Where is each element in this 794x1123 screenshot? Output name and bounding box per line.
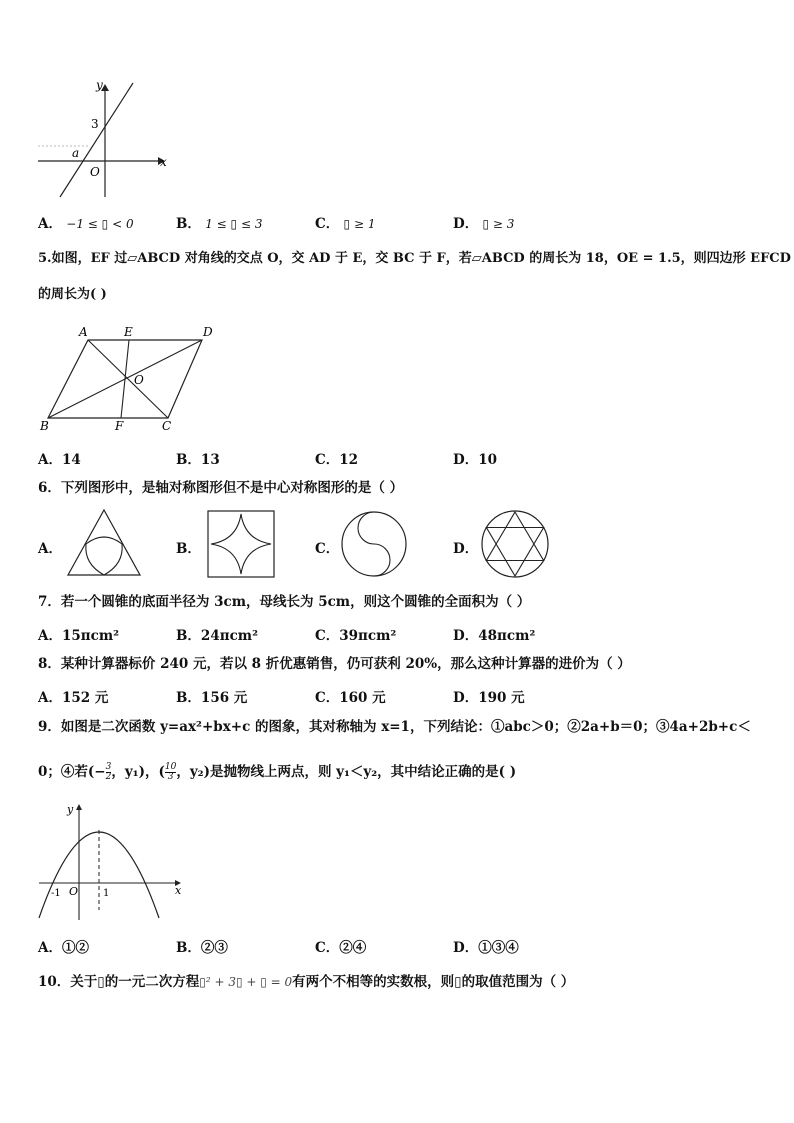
q9-tick-1: 1: [103, 888, 110, 899]
option-label: A．: [38, 940, 62, 956]
option-label: D．: [453, 216, 479, 232]
option-label: C．: [315, 628, 340, 644]
q9-parabola-graph: [35, 800, 190, 925]
option-text: 24πcm²: [200, 628, 259, 644]
option-text: 156 元: [200, 690, 248, 706]
q9-option-d[interactable]: [453, 936, 519, 956]
q7-option-d[interactable]: [453, 624, 535, 644]
option-text: 10: [478, 452, 498, 468]
q5-option-d[interactable]: [453, 448, 497, 468]
outer-circle: [482, 511, 548, 577]
option-text: 160 元: [339, 690, 386, 706]
option-text: ②④: [339, 940, 367, 956]
reuleaux-arcs: [86, 537, 122, 575]
q5-stem-line1: 5.如图，EF 过▱ABCD 对角线的交点 O，交 AD 于 E，交 BC 于 F，若▱ABCD 的周长为 18，OE = 1.5，则四边形 EFCD: [38, 251, 791, 266]
option-label: B．: [176, 216, 201, 232]
q9-option-c[interactable]: [315, 936, 366, 956]
q4-x-label: x: [160, 155, 167, 169]
q7-option-b[interactable]: [176, 624, 258, 644]
option-label: A．: [38, 628, 62, 644]
option-text: 48πcm²: [478, 628, 536, 644]
option-text: 152 元: [61, 690, 109, 706]
option-label: B．: [176, 628, 201, 644]
q5-option-c[interactable]: [315, 448, 358, 468]
q6-figure-a-triangle-arcs: [66, 508, 142, 580]
q9-origin: O: [69, 885, 79, 898]
label-D: D: [203, 325, 213, 339]
s-curve: [358, 512, 390, 576]
q9-option-b[interactable]: [176, 936, 228, 956]
square: [208, 511, 274, 577]
q4-tick-3: 3: [91, 117, 99, 131]
q9-y-arrow: [76, 804, 82, 810]
q5-parallelogram-figure: [35, 320, 225, 435]
q8-option-c[interactable]: [315, 686, 386, 706]
triangle-down: [486, 528, 543, 577]
option-label: D．: [453, 628, 479, 644]
option-text: ▯ ≥ 3: [482, 217, 515, 231]
option-label: D．: [453, 452, 479, 468]
q9-line2-part-a: 0；④若(−: [38, 764, 106, 780]
option-text: 39πcm²: [339, 628, 397, 644]
equilateral-triangle: [68, 510, 140, 575]
option-label: B．: [176, 541, 201, 557]
option-label: B．: [176, 940, 201, 956]
frac-den: 3: [167, 772, 174, 782]
q5-option-a[interactable]: [38, 448, 81, 468]
option-label: A．: [38, 690, 62, 706]
label-E: E: [124, 325, 133, 339]
q6-figure-c-yinyang: [340, 510, 408, 578]
option-label: C．: [315, 452, 340, 468]
q9-stem-line1: 9．如图是二次函数 y=ax²+bx+c 的图象，其对称轴为 x=1，下列结论：①abc＞0；②2a+b＝0；③4a+2b+c＜: [38, 719, 751, 735]
option-text: −1 ≤ ▯ < 0: [66, 217, 134, 231]
option-label: A．: [38, 541, 62, 557]
q8-stem: 8．某种计算器标价 240 元，若以 8 折优惠销售，仍可获利 20%，那么这种计算器的进价为（ ）: [38, 656, 631, 672]
q6-figure-d-hexagram: [480, 509, 550, 579]
option-label: D．: [453, 541, 479, 557]
q4-origin: O: [90, 165, 100, 179]
q9-x-label: x: [175, 884, 182, 897]
option-label: D．: [453, 940, 479, 956]
q7-stem: 7．若一个圆锥的底面半径为 3cm，母线长为 5cm，则这个圆锥的全面积为（ ）: [38, 594, 531, 610]
option-label: B．: [176, 690, 201, 706]
q9-y-label: y: [67, 803, 74, 816]
q8-option-b[interactable]: [176, 686, 247, 706]
option-label: A．: [38, 216, 62, 232]
option-label: A．: [38, 452, 62, 468]
q5-stem-line2: 的周长为( ): [38, 287, 107, 302]
q4-option-b[interactable]: [176, 212, 262, 232]
q10-stem: [38, 973, 574, 991]
option-label: C．: [315, 541, 340, 557]
q10-equation: ▯² + 3▯ + ▯ = 0: [199, 975, 293, 989]
q10-stem-part-a: 10．关于▯的一元二次方程: [38, 974, 200, 990]
label-F: F: [115, 419, 124, 433]
q6-option-a[interactable]: [38, 537, 62, 557]
option-text: ①③④: [478, 940, 519, 956]
q6-option-d[interactable]: [453, 537, 478, 557]
q6-figure-b-square-star: [207, 510, 275, 578]
q9-line2-part-c: ，y₂)是抛物线上两点，则 y₁＜y₂，其中结论正确的是( ): [176, 764, 517, 780]
label-O: O: [134, 373, 144, 387]
label-A: A: [79, 325, 88, 339]
label-C: C: [162, 419, 172, 433]
q4-y-label: y: [96, 78, 103, 92]
q5-option-b[interactable]: [176, 448, 220, 468]
option-label: C．: [315, 690, 340, 706]
label-B: B: [40, 419, 49, 433]
q9-line2-part-b: ，y₁)，(: [111, 764, 165, 780]
option-label: C．: [315, 216, 340, 232]
q6-option-c[interactable]: [315, 537, 339, 557]
frac-num: 10: [164, 762, 177, 772]
q4-option-d[interactable]: [453, 212, 514, 232]
option-label: C．: [315, 940, 340, 956]
q9-stem-line2: [38, 763, 516, 782]
option-label: B．: [176, 452, 201, 468]
q10-stem-part-b: 有两个不相等的实数根，则▯的取值范围为（ ）: [292, 974, 575, 990]
option-text: ②③: [200, 940, 228, 956]
q8-option-a[interactable]: [38, 686, 108, 706]
q4-option-a[interactable]: [38, 212, 134, 232]
option-text: ▯ ≥ 1: [343, 217, 376, 231]
q4-graph: [30, 75, 180, 205]
q6-stem: 6．下列图形中，是轴对称图形但不是中心对称图形的是（ ）: [38, 480, 404, 496]
frac-den: 2: [105, 772, 112, 782]
option-text: 1 ≤ ▯ ≤ 3: [205, 217, 263, 231]
q7-option-a[interactable]: [38, 624, 119, 644]
four-point-star: [211, 514, 271, 574]
fraction-10-over-3: [165, 763, 176, 782]
option-text: 12: [339, 452, 359, 468]
option-text: ①②: [61, 940, 89, 956]
q4-option-c[interactable]: [315, 212, 375, 232]
frac-num: 3: [105, 762, 112, 772]
q9-tick-neg1: -1: [51, 888, 61, 899]
q4-line: [60, 83, 133, 197]
triangle-up: [486, 512, 543, 561]
option-text: 190 元: [478, 690, 525, 706]
option-label: D．: [453, 690, 479, 706]
q9-option-a[interactable]: [38, 936, 89, 956]
q6-option-b[interactable]: [176, 537, 201, 557]
q8-option-d[interactable]: [453, 686, 525, 706]
option-text: 14: [61, 452, 81, 468]
option-text: 13: [200, 452, 220, 468]
q4-label-a: a: [72, 146, 80, 160]
q7-option-c[interactable]: [315, 624, 396, 644]
option-text: 15πcm²: [61, 628, 120, 644]
